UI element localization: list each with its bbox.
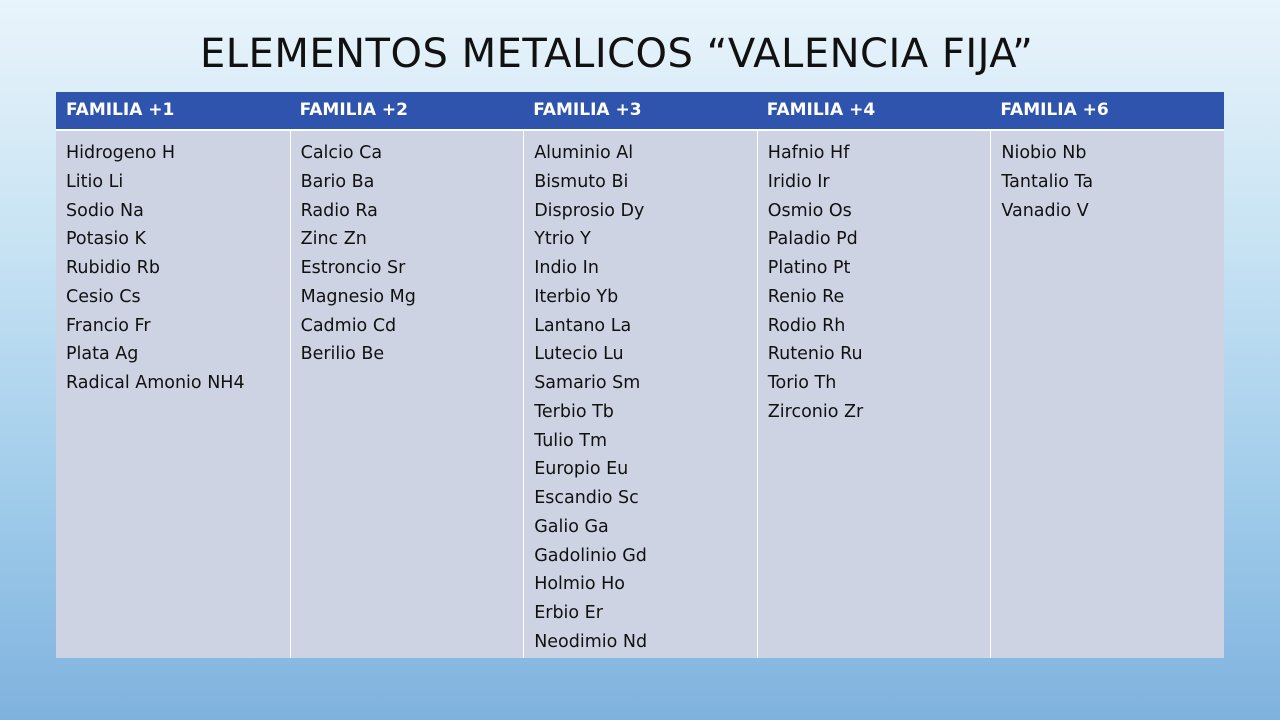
- element-item: Rutenio Ru: [767, 344, 863, 365]
- element-item: Osmio Os: [767, 200, 852, 221]
- element-item: Iterbio Yb: [534, 286, 619, 307]
- element-item: Indio In: [534, 258, 599, 278]
- element-item: Zinc Zn: [300, 229, 367, 250]
- table-body-row: [56, 131, 1224, 658]
- element-item: Sodio Na: [66, 200, 144, 221]
- header-familia-1: FAMILIA +1: [66, 100, 175, 120]
- column-familia-3: [523, 131, 757, 658]
- element-item: Escandio Sc: [534, 488, 639, 508]
- column-familia-2: [290, 131, 524, 658]
- element-item: Neodimio Nd: [534, 631, 648, 652]
- element-item: Berilio Be: [300, 344, 385, 365]
- element-item: Cesio Cs: [66, 286, 141, 307]
- element-item: Radical Amonio NH4: [66, 373, 245, 393]
- element-item: Terbio Tb: [534, 401, 614, 422]
- element-item: Calcio Ca: [300, 143, 383, 163]
- header-familia-2: FAMILIA +2: [299, 100, 408, 120]
- slide-title: ELEMENTOS METALICOS “VALENCIA FIJA”: [200, 31, 1034, 77]
- element-item: Estroncio Sr: [300, 258, 406, 278]
- element-item: Galio Ga: [534, 516, 609, 537]
- element-item: Renio Re: [767, 286, 845, 307]
- element-item: Europio Eu: [534, 459, 629, 480]
- column-familia-1: [56, 131, 290, 658]
- element-item: Tulio Tm: [534, 430, 608, 451]
- header-familia-6: FAMILIA +6: [1000, 100, 1109, 120]
- element-item: Tantalio Ta: [1001, 171, 1094, 192]
- element-item: Bismuto Bi: [534, 171, 629, 192]
- column-familia-6: [990, 131, 1224, 658]
- element-item: Lantano La: [534, 315, 632, 336]
- element-item: Francio Fr: [66, 315, 151, 336]
- valence-table: [56, 92, 1224, 658]
- element-item: Iridio Ir: [767, 171, 830, 192]
- element-item: Lutecio Lu: [534, 344, 624, 365]
- element-item: Magnesio Mg: [300, 286, 416, 307]
- element-item: Paladio Pd: [767, 229, 858, 250]
- element-item: Zirconio Zr: [767, 401, 864, 422]
- element-item: Ytrio Y: [534, 229, 591, 250]
- element-item: Disprosio Dy: [534, 200, 645, 221]
- element-item: Erbio Er: [534, 603, 603, 623]
- element-item: Torio Th: [767, 373, 837, 393]
- element-item: Cadmio Cd: [300, 315, 397, 336]
- element-item: Platino Pt: [767, 258, 851, 278]
- table-header-row: [56, 92, 1224, 131]
- element-item: Hafnio Hf: [767, 143, 850, 163]
- element-item: Niobio Nb: [1001, 143, 1087, 163]
- element-item: Bario Ba: [300, 171, 375, 192]
- element-item: Samario Sm: [534, 373, 641, 393]
- element-item: Vanadio V: [1001, 200, 1089, 221]
- element-item: Holmio Ho: [534, 574, 625, 595]
- element-item: Rodio Rh: [767, 315, 846, 336]
- element-item: Aluminio Al: [534, 143, 634, 163]
- element-item: Hidrogeno H: [66, 143, 176, 163]
- element-item: Potasio K: [66, 229, 146, 250]
- element-item: Rubidio Rb: [66, 258, 160, 278]
- element-item: Litio Li: [66, 171, 124, 192]
- element-item: Radio Ra: [300, 200, 378, 221]
- column-familia-4: [757, 131, 991, 658]
- header-familia-3: FAMILIA +3: [533, 100, 642, 120]
- element-item: Plata Ag: [66, 344, 139, 365]
- header-familia-4: FAMILIA +4: [766, 100, 876, 120]
- element-item: Gadolinio Gd: [534, 545, 647, 566]
